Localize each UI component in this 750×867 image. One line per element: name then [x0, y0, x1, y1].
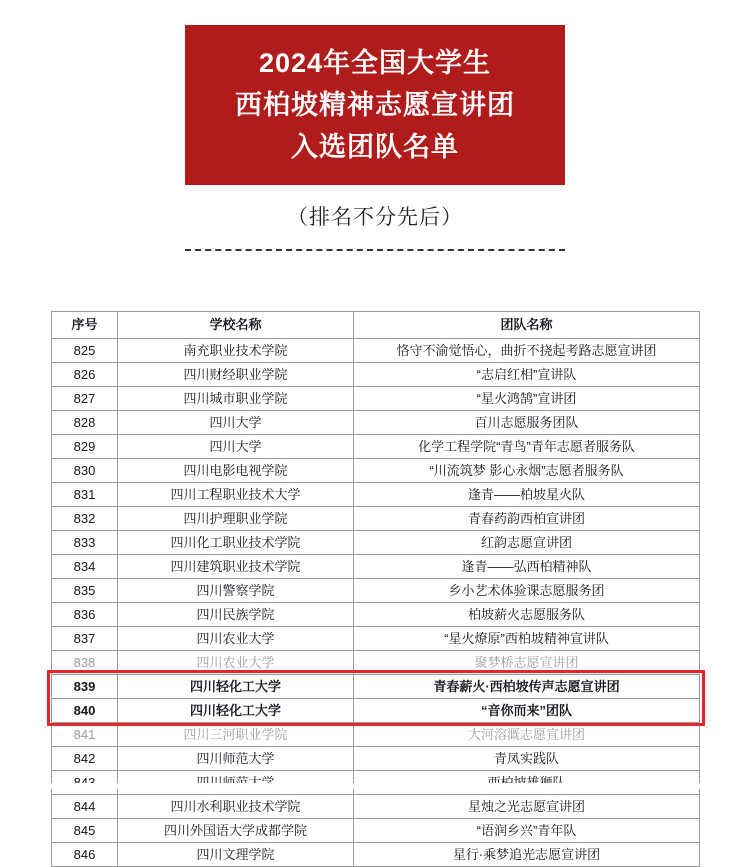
cell-team: 乡小艺术体验课志愿服务团 — [354, 578, 700, 602]
cell-team: 化学工程学院“青鸟”青年志愿者服务队 — [354, 434, 700, 458]
table-row — [52, 698, 700, 722]
subtitle: （排名不分先后） — [287, 205, 463, 229]
cell-school: 四川农业大学 — [118, 626, 354, 650]
cell-index: 830 — [52, 458, 118, 482]
table-row — [52, 338, 700, 362]
banner-line-3: 入选团队名单 — [291, 131, 459, 162]
banner-line-1: 2024年全国大学生 — [258, 48, 492, 78]
cell-team: “星火鸿鹄”宣讲团 — [354, 386, 700, 410]
cell-school: 四川电影电视学院 — [118, 458, 354, 482]
column-header-team: 团队名称 — [354, 311, 700, 338]
column-header-index: 序号 — [52, 311, 118, 338]
table-row — [52, 410, 700, 434]
cell-school: 四川轻化工大学 — [118, 698, 354, 722]
cell-index: 837 — [52, 626, 118, 650]
cell-school: 四川民族学院 — [118, 602, 354, 626]
cell-school: 四川文理学院 — [118, 842, 354, 866]
cell-school: 四川水利职业技术学院 — [118, 794, 354, 818]
cell-team: 星行·乘梦追光志愿宣讲团 — [354, 842, 700, 866]
table-row — [52, 818, 700, 842]
table-header-row — [52, 311, 700, 338]
cell-school: 四川大学 — [118, 434, 354, 458]
cell-team: 红韵志愿宣讲团 — [354, 530, 700, 554]
cell-team: 星烛之光志愿宣讲团 — [354, 794, 700, 818]
cell-school: 四川建筑职业技术学院 — [118, 554, 354, 578]
cell-index: 840 — [52, 698, 118, 722]
cell-index: 841 — [52, 722, 118, 746]
cell-team: 青春药韵西柏宣讲团 — [354, 506, 700, 530]
cell-school: 四川财经职业学院 — [118, 362, 354, 386]
cell-team: 青凤实践队 — [354, 746, 700, 770]
table-row — [52, 746, 700, 770]
cell-team: 百川志愿服务团队 — [354, 410, 700, 434]
cell-team: 逢青——柏坡星火队 — [354, 482, 700, 506]
cell-team: “语润乡兴”青年队 — [354, 818, 700, 842]
cell-school: 四川化工职业技术学院 — [118, 530, 354, 554]
cell-school: 四川大学 — [118, 410, 354, 434]
table-row — [52, 626, 700, 650]
column-header-school: 学校名称 — [118, 311, 354, 338]
page-bottom-edge — [0, 783, 750, 789]
cell-team: “星火燎原”西柏坡精神宣讲队 — [354, 626, 700, 650]
cell-index: 842 — [52, 746, 118, 770]
table-row — [52, 506, 700, 530]
cell-team: 逢青——弘西柏精神队 — [354, 554, 700, 578]
cell-school: 南充职业技术学院 — [118, 338, 354, 362]
cell-index: 826 — [52, 362, 118, 386]
cell-school: 四川警察学院 — [118, 578, 354, 602]
cell-school: 四川农业大学 — [118, 650, 354, 674]
cell-team: “音你而来”团队 — [354, 698, 700, 722]
cell-team: 恪守不渝觉悟心，曲折不挠起考路志愿宣讲团 — [354, 338, 700, 362]
table-row — [52, 650, 700, 674]
cell-school: 四川师范大学 — [118, 746, 354, 770]
cell-team: 大河溶溉志愿宣讲团 — [354, 722, 700, 746]
table-row — [52, 554, 700, 578]
cell-index: 834 — [52, 554, 118, 578]
cell-index: 845 — [52, 818, 118, 842]
table-row — [52, 722, 700, 746]
dashed-divider — [185, 249, 565, 251]
table-row — [52, 362, 700, 386]
cell-index: 844 — [52, 794, 118, 818]
cell-index: 836 — [52, 602, 118, 626]
cell-index: 827 — [52, 386, 118, 410]
cell-school: 四川城市职业学院 — [118, 386, 354, 410]
table-row — [52, 434, 700, 458]
cell-index: 833 — [52, 530, 118, 554]
table-row — [52, 482, 700, 506]
cell-school: 四川三河职业学院 — [118, 722, 354, 746]
table-row — [52, 386, 700, 410]
cell-school: 四川工程职业技术大学 — [118, 482, 354, 506]
banner-line-2: 西柏坡精神志愿宣讲团 — [235, 89, 515, 120]
cell-index: 846 — [52, 842, 118, 866]
cell-index: 831 — [52, 482, 118, 506]
table-row — [52, 578, 700, 602]
table-header — [52, 311, 700, 338]
table-row — [52, 842, 700, 866]
cell-index: 828 — [52, 410, 118, 434]
table-row — [52, 458, 700, 482]
cell-index: 838 — [52, 650, 118, 674]
table-row — [52, 794, 700, 818]
cell-school: 四川护理职业学院 — [118, 506, 354, 530]
cell-school: 四川外国语大学成都学院 — [118, 818, 354, 842]
cell-index: 829 — [52, 434, 118, 458]
table-row — [52, 602, 700, 626]
cell-index: 825 — [52, 338, 118, 362]
title-banner — [185, 25, 565, 185]
cell-index: 835 — [52, 578, 118, 602]
cell-team: “川流筑梦 影心永烟”志愿者服务队 — [354, 458, 700, 482]
divider-line — [185, 249, 565, 251]
table-row — [52, 530, 700, 554]
cell-school: 四川轻化工大学 — [118, 674, 354, 698]
cell-index: 832 — [52, 506, 118, 530]
table-row — [52, 674, 700, 698]
cell-team: 柏坡薪火志愿服务队 — [354, 602, 700, 626]
cell-team: 聚梦桥志愿宣讲团 — [354, 650, 700, 674]
cell-team: 青春薪火·西柏坡传声志愿宣讲团 — [354, 674, 700, 698]
cell-index: 839 — [52, 674, 118, 698]
cell-team: “志启红相”宣讲队 — [354, 362, 700, 386]
